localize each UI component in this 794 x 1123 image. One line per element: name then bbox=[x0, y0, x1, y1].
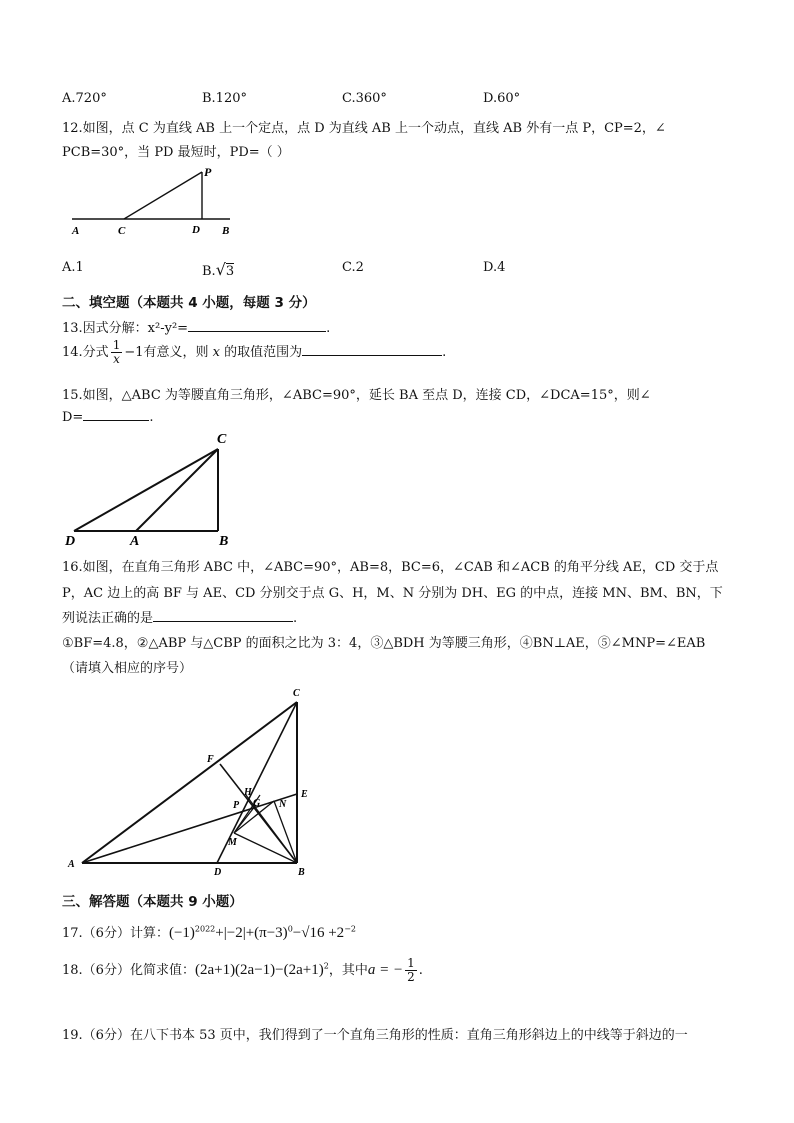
section3-heading: 三、解答题（本题共 9 小题） bbox=[62, 894, 243, 910]
q12-segment-cp bbox=[124, 172, 202, 219]
q16-text-line3: 列说法正确的是 bbox=[62, 611, 154, 626]
q17-term2: +|−2|+(π−3) bbox=[215, 925, 288, 941]
sqrt-icon: √ bbox=[215, 260, 226, 279]
q13-line bbox=[62, 317, 330, 336]
q16-blank[interactable] bbox=[153, 621, 293, 622]
q13-blank[interactable] bbox=[188, 331, 326, 332]
q17-term3: −√16 +2 bbox=[292, 925, 345, 941]
q17-line bbox=[62, 922, 356, 942]
q16-label-d: D bbox=[214, 867, 222, 878]
q17-term3-exp: −2 bbox=[344, 924, 356, 934]
q12-option-b-prefix: B. bbox=[202, 264, 216, 279]
q15-segment-ac bbox=[136, 449, 218, 531]
q11-option-d: D.60° bbox=[483, 91, 521, 106]
q18-line bbox=[62, 957, 423, 984]
q16-text-line1: 16.如图，在直角三角形 ABC 中，∠ABC=90°，AB=8，BC=6，∠CAB 和∠ACB 的角平分线 AE，CD 交于点 bbox=[62, 560, 719, 575]
q15-label-a: A bbox=[130, 534, 140, 549]
q14-var: x bbox=[212, 345, 220, 360]
q12-option-b bbox=[202, 260, 234, 279]
q16-line3-end: . bbox=[293, 611, 298, 626]
q18-var-eq: a = − bbox=[367, 962, 404, 978]
q15-segment-dc bbox=[74, 449, 218, 531]
q16-label-m: M bbox=[228, 837, 237, 848]
q14-fraction bbox=[111, 339, 123, 366]
q14-frac-den: x bbox=[113, 352, 120, 366]
q16-text-line2: P，AC 边上的高 BF 与 AE、CD 分别交于点 G、H，M、N 分别为 DH、EG 的中点，连接 MN、BM、BN，下 bbox=[62, 586, 723, 601]
q12-label-c: C bbox=[118, 225, 126, 237]
q16-label-n: N bbox=[279, 799, 287, 810]
q14-end: . bbox=[442, 345, 447, 360]
q18-expression: (2a+1)(2a−1)−(2a+1) bbox=[194, 962, 324, 978]
q12-label-d: D bbox=[192, 224, 200, 236]
q12-label-a: A bbox=[72, 225, 80, 237]
q16-label-c: C bbox=[293, 688, 300, 699]
q16-text-line3-row bbox=[62, 607, 297, 626]
q14-suffix: 的取值范围为 bbox=[224, 345, 303, 360]
q17-term2-exp: 0 bbox=[287, 924, 293, 934]
q11-option-c: C.360° bbox=[342, 91, 387, 106]
q15-label-b: B bbox=[219, 534, 229, 549]
q14-prefix: 14.分式 bbox=[62, 345, 109, 360]
q14-line bbox=[62, 339, 446, 366]
q16-label-e: E bbox=[301, 789, 308, 800]
q18-end: . bbox=[418, 963, 423, 978]
q12-text-line1: 12.如图，点 C 为直线 AB 上一个定点，点 D 为直线 AB 上一个动点，直线 AB 外有一点 P，CP=2，∠ bbox=[62, 121, 666, 136]
q15-text-line1: 15.如图，△ABC 为等腰直角三角形，∠ABC=90°，延长 BA 至点 D，连接 CD，∠DCA=15°，则∠ bbox=[62, 388, 651, 403]
q15-label-c: C bbox=[217, 432, 227, 447]
q15-end: . bbox=[149, 410, 154, 425]
q16-label-f: F bbox=[207, 754, 214, 765]
q13-end: . bbox=[326, 321, 331, 336]
q16-bisector-ae bbox=[82, 794, 297, 863]
q16-label-a: A bbox=[68, 859, 75, 870]
q14-blank[interactable] bbox=[302, 355, 442, 356]
q16-label-h: H bbox=[244, 787, 252, 798]
q18-fraction bbox=[405, 957, 417, 984]
q12-label-b: B bbox=[222, 225, 230, 237]
q16-label-b: B bbox=[298, 867, 305, 878]
q15-text-line2: D= bbox=[62, 410, 84, 425]
q12-option-c: C.2 bbox=[342, 260, 364, 275]
q19-text: 19.（6分）在八下书本 53 页中，我们得到了一个直角三角形的性质：直角三角形斜边上的中线等于斜边的一 bbox=[62, 1028, 688, 1043]
q16-figure bbox=[60, 685, 330, 880]
q17-term1: (−1) bbox=[168, 925, 195, 941]
q16-text-line4: ①BF=4.8，②△ABP 与△CBP 的面积之比为 3：4，③△BDH 为等腰三角形，④BN⊥AE，⑤∠MNP=∠EAB bbox=[62, 636, 706, 651]
q17-term1-exp: 2022 bbox=[194, 924, 216, 934]
q15-figure bbox=[62, 427, 252, 549]
q11-option-a: A.720° bbox=[62, 91, 107, 106]
q12-option-b-radicand: 3 bbox=[225, 264, 235, 279]
q16-label-p: P bbox=[233, 800, 240, 811]
q18-prefix: 18.（6分）化简求值： bbox=[62, 963, 195, 978]
q18-mid: ，其中 bbox=[328, 963, 368, 978]
q12-label-p: P bbox=[204, 165, 212, 179]
q16-text-line5: （请填入相应的序号） bbox=[62, 661, 193, 676]
q12-option-a: A.1 bbox=[62, 260, 84, 275]
q15-blank[interactable] bbox=[83, 420, 149, 421]
section2-heading: 二、填空题（本题共 4 小题，每题 3 分） bbox=[62, 295, 316, 311]
q12-text-line2: PCB=30°，当 PD 最短时，PD=（ ） bbox=[62, 145, 290, 160]
q13-text: 13.因式分解：x²-y²= bbox=[62, 321, 189, 336]
q18-expression-exp: 2 bbox=[323, 961, 329, 971]
q12-option-d: D.4 bbox=[483, 260, 506, 275]
q12-figure bbox=[62, 160, 262, 240]
q16-label-g: G bbox=[253, 798, 261, 809]
q15-label-d: D bbox=[65, 534, 76, 549]
q17-prefix: 17.（6分）计算： bbox=[62, 926, 169, 941]
q15-text-line2-row bbox=[62, 410, 153, 425]
q14-middle: −1有意义，则 bbox=[124, 345, 209, 360]
q14-frac-num: 1 bbox=[112, 338, 121, 352]
q16-segment-ac bbox=[82, 702, 297, 863]
q11-option-b: B.120° bbox=[202, 91, 247, 106]
q18-frac-den: 2 bbox=[407, 970, 415, 984]
q18-frac-num: 1 bbox=[407, 956, 415, 970]
